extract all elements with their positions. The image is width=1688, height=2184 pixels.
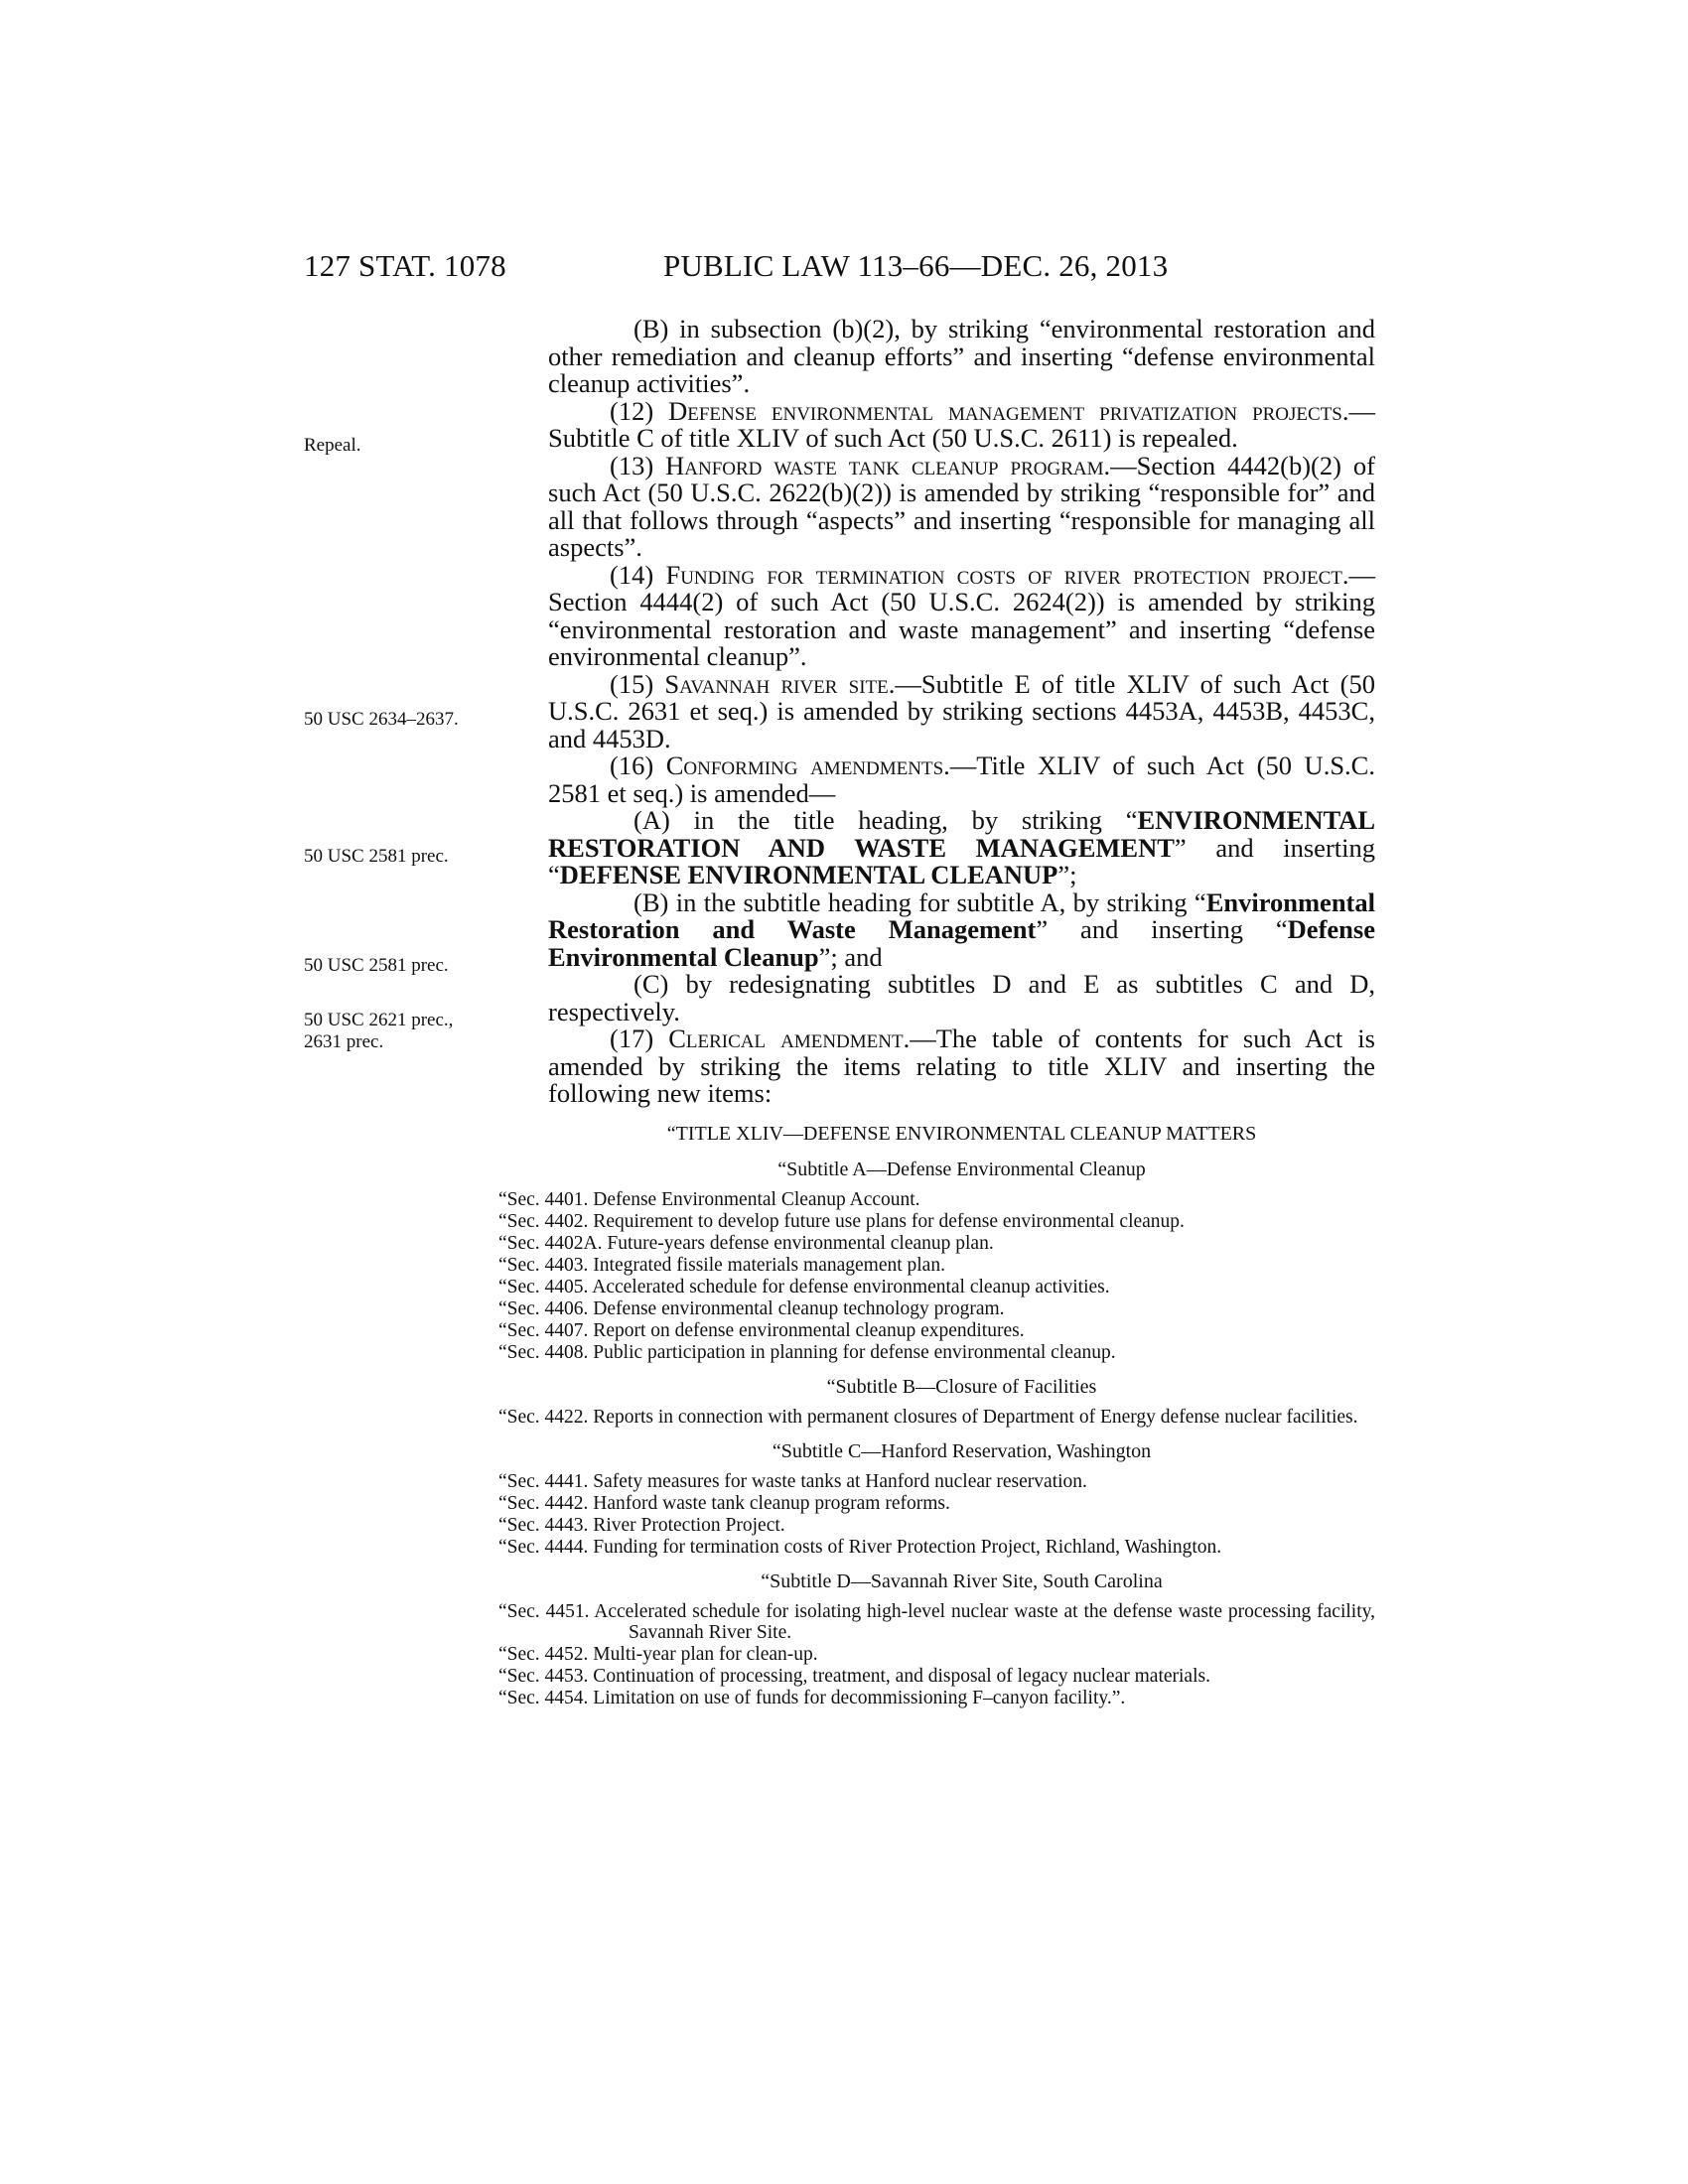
toc-entry: “Sec. 4402. Requirement to develop future use plans for defense environmental cleanup. <box>498 1210 1185 1232</box>
toc-entry: “Sec. 4451. Accelerated schedule for isolating high-level nuclear waste at the defense waste processing facility, Savannah River Site. <box>498 1600 1375 1643</box>
toc-entry: “Sec. 4454. Limitation on use of funds for decommissioning F–canyon facility.”. <box>498 1687 1126 1708</box>
toc-entry: “Sec. 4402A. Future-years defense environmental cleanup plan. <box>498 1232 994 1254</box>
toc-entry: “Sec. 4401. Defense Environmental Cleanup Account. <box>498 1188 920 1210</box>
toc-entry: “Sec. 4407. Report on defense environmental cleanup expenditures. <box>498 1319 1025 1341</box>
paragraph-12: (12) Defense environmental management privatization projects.—Subtitle C of title XLIV of such Act (50 U.S.C. 2611) is repealed. <box>548 395 1375 453</box>
margin-note-usc-2634: 50 USC 2634–2637. <box>304 709 459 730</box>
page-stat-number: 127 STAT. 1078 <box>304 248 506 283</box>
paragraph-15: (15) Savannah river site.—Subtitle E of title XLIV of such Act (50 U.S.C. 2631 et seq.) is amended by striking sections 4453A, 4453B, 4453C, and 4453D. <box>548 668 1375 753</box>
margin-note-usc-2581-a: 50 USC 2581 prec. <box>304 846 449 867</box>
toc-entry: “Sec. 4452. Multi-year plan for clean-up. <box>498 1643 818 1665</box>
paragraph-16c: (C) by redesignating subtitles D and E as subtitles C and D, respectively. <box>548 969 1375 1026</box>
document-body <box>498 314 1375 1709</box>
margin-note-repeal: Repeal. <box>304 435 361 456</box>
toc-title: “TITLE XLIV—DEFENSE ENVIRONMENTAL CLEANUP MATTERS <box>666 1122 1257 1145</box>
toc-subtitle-d: “Subtitle D—Savannah River Site, South Carolina <box>761 1570 1163 1592</box>
paragraph-16a: (A) in the title heading, by striking “ENVIRONMENTAL RESTORATION AND WASTE MANAGEMENT” and inserting “DEFENSE ENVIRONMENTAL CLEANUP”; <box>548 805 1375 889</box>
toc-entry: “Sec. 4444. Funding for termination costs of River Protection Project, Richland, Washington. <box>498 1536 1222 1558</box>
toc-entry: “Sec. 4441. Safety measures for waste tanks at Hanford nuclear reservation. <box>498 1470 1087 1492</box>
toc-entry: “Sec. 4453. Continuation of processing, treatment, and disposal of legacy nuclear materials. <box>498 1665 1210 1687</box>
toc-entry: “Sec. 4422. Reports in connection with permanent closures of Department of Energy defense nuclear facilities. <box>498 1406 1358 1428</box>
paragraph-17: (17) Clerical amendment.—The table of contents for such Act is amended by striking the items relating to title XLIV and inserting the following new items: <box>548 1024 1375 1108</box>
margin-note-usc-2621: 50 USC 2621 prec., 2631 prec. <box>304 1010 454 1052</box>
paragraph-13: (13) Hanford waste tank cleanup program.—Section 4442(b)(2) of such Act (50 U.S.C. 2622(b)(2)) is amended by striking “responsible for” and all that follows through “aspects” and inserting “responsible for managing all aspects”. <box>548 450 1375 562</box>
toc-entry: “Sec. 4443. River Protection Project. <box>498 1514 785 1536</box>
toc-subtitle-b: “Subtitle B—Closure of Facilities <box>826 1375 1097 1398</box>
paragraph-16b: (B) in the subtitle heading for subtitle A, by striking “Environmental Restoration and Waste Management” and inserting “Defense Environmental Cleanup”; and <box>548 887 1375 972</box>
paragraph-16: (16) Conforming amendments.—Title XLIV of such Act (50 U.S.C. 2581 et seq.) is amended— <box>548 751 1375 808</box>
toc-subtitle-c: “Subtitle C—Hanford Reservation, Washington <box>772 1439 1152 1462</box>
paragraph-11b: (B) in subsection (b)(2), by striking “environmental restoration and other remediation and cleanup efforts” and inserting “defense environmental cleanup activities”. <box>548 314 1375 398</box>
toc-entry: “Sec. 4406. Defense environmental cleanup technology program. <box>498 1297 1005 1319</box>
toc-entry: “Sec. 4442. Hanford waste tank cleanup program reforms. <box>498 1492 950 1514</box>
toc-entry: “Sec. 4408. Public participation in planning for defense environmental cleanup. <box>498 1341 1116 1363</box>
margin-note-usc-2581-b: 50 USC 2581 prec. <box>304 955 449 976</box>
toc-entry: “Sec. 4403. Integrated fissile materials management plan. <box>498 1254 945 1276</box>
page-header-title: PUBLIC LAW 113–66—DEC. 26, 2013 <box>663 248 1169 283</box>
paragraph-14: (14) Funding for termination costs of river protection project.—Section 4444(2) of such Act (50 U.S.C. 2624(2)) is amended by striking “environmental restoration and waste management” and inserting “defense environmental cleanup”. <box>548 559 1375 671</box>
toc-subtitle-a: “Subtitle A—Defense Environmental Cleanup <box>777 1158 1146 1180</box>
toc-entry: “Sec. 4405. Accelerated schedule for defense environmental cleanup activities. <box>498 1276 1110 1297</box>
